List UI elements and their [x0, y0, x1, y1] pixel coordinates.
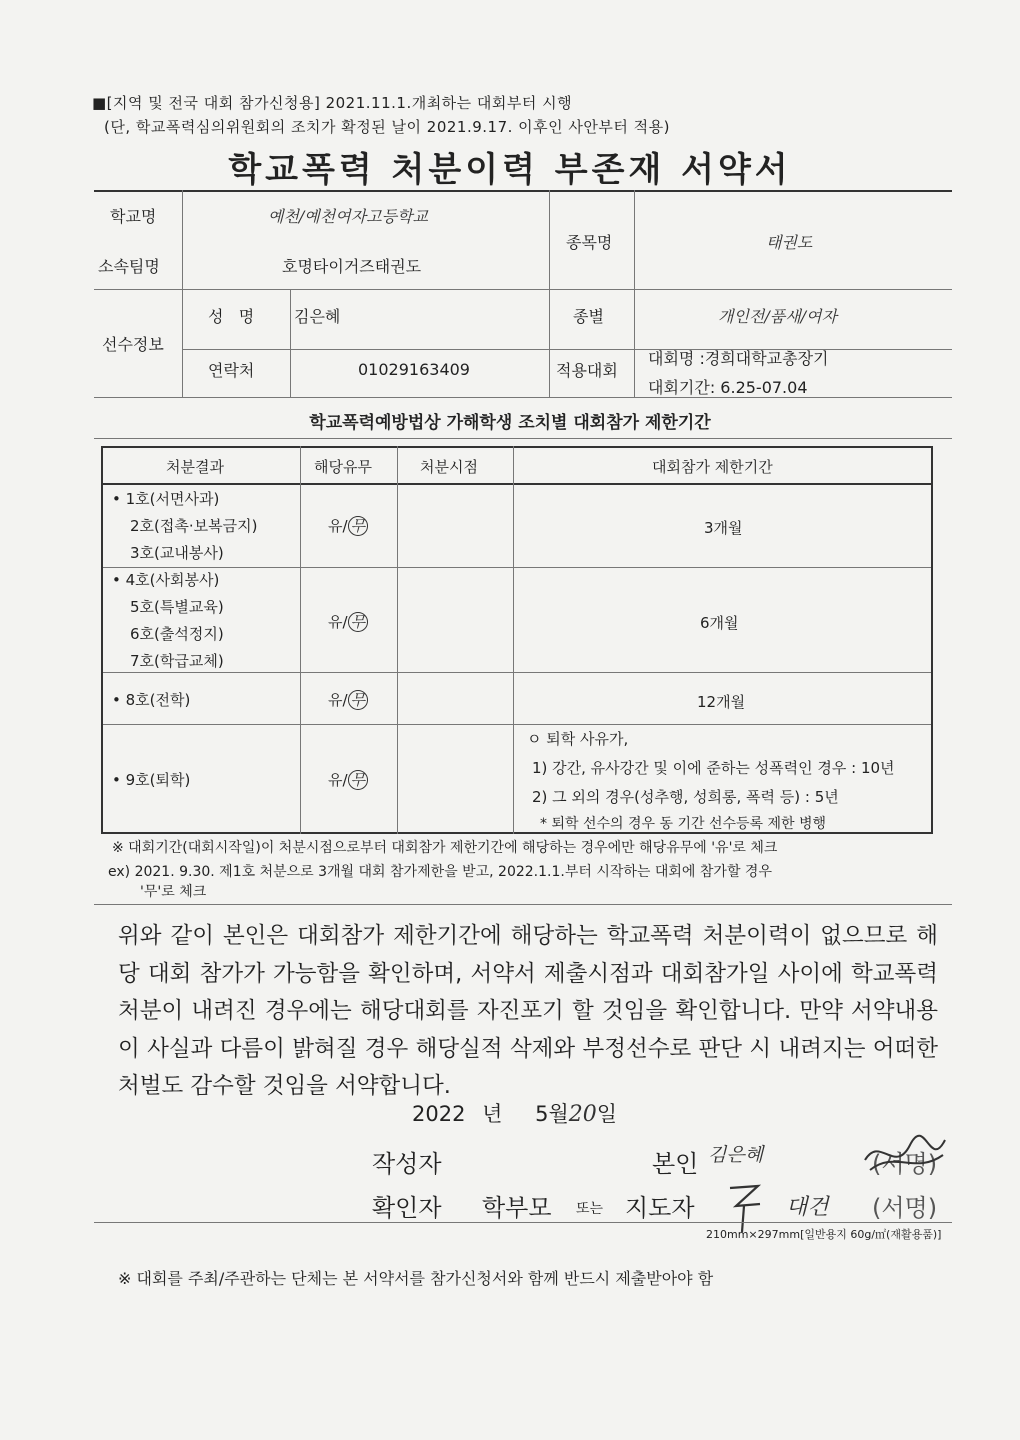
team-value: 호명타이거즈태권도: [282, 257, 422, 276]
info-top-rule: [94, 190, 952, 192]
col-header-time: 처분시점: [420, 458, 478, 476]
event-label: 적용대회: [556, 361, 618, 380]
date-day-label: 일: [596, 1102, 618, 1126]
player-info-label: 선수정보: [102, 335, 164, 354]
row3-check-mark: 무: [348, 690, 369, 710]
name-label: 성 명: [208, 307, 255, 326]
info-rule: [634, 190, 635, 398]
table-rule: [101, 446, 933, 448]
date-day: 20: [568, 1102, 597, 1127]
coach-name: 대건: [786, 1195, 829, 1220]
table-rule: [513, 446, 514, 834]
row1-item: 2호(접촉·보복금지): [130, 517, 258, 535]
table-rule: [101, 672, 933, 673]
section-title: 학교폭력예방법상 가해학생 조치별 대회참가 제한기간: [309, 413, 711, 433]
date-year-label: 년: [482, 1102, 503, 1126]
row1-period: 3개월: [704, 519, 743, 537]
notes-rule: [94, 904, 952, 905]
gender-label: 종별: [573, 307, 604, 326]
parent-label: 학부모: [482, 1194, 552, 1222]
footer-note: ※ 대회를 주최/주관하는 단체는 본 서약서를 참가신청서와 함께 반드시 제출받아야 함: [118, 1269, 714, 1288]
col-header-result: 처분결과: [166, 458, 224, 476]
paper-spec: 210mm×297mm[일반용지 60g/㎡(재활용품)]: [706, 1228, 942, 1241]
table-rule: [101, 446, 103, 834]
event-period: 대회기간: 6.25-07.04: [648, 378, 808, 397]
row2-item: • 4호(사회봉사): [112, 571, 220, 589]
row2-check: 유/ 무: [328, 611, 368, 632]
gender-value: 개인전/품새/여자: [718, 307, 837, 326]
row4-item: • 9호(퇴학): [112, 771, 191, 789]
row2-item: 6호(출석정지): [130, 625, 224, 643]
info-rule: [549, 190, 550, 398]
header-line-2: (단, 학교폭력심의위원회의 조치가 확정된 날이 2021.9.17. 이후인 사안부터 적용): [104, 118, 670, 136]
contact-label: 연락처: [208, 361, 255, 380]
row2-item: 5호(특별교육): [130, 598, 224, 616]
self-signature-scribble: [855, 1130, 950, 1180]
row1-check: 유/ 무: [328, 515, 368, 536]
confirmer-label: 확인자: [372, 1194, 442, 1222]
writer-label: 작성자: [372, 1150, 442, 1178]
row2-check-mark: 무: [348, 612, 369, 632]
coach-label: 지도자: [625, 1194, 695, 1222]
info-rule: [290, 290, 291, 398]
school-value: 예천/예천여자고등학교: [268, 207, 428, 226]
or-label: 또는: [576, 1201, 604, 1217]
row4-period-line: * 퇴학 선수의 경우 동 기간 선수등록 제한 병행: [540, 816, 827, 832]
table-rule: [101, 483, 933, 485]
row1-item: • 1호(서면사과): [112, 490, 220, 508]
self-sign-label: (서명): [872, 1150, 938, 1178]
team-label: 소속팀명: [98, 257, 160, 276]
self-label: 본인: [652, 1150, 699, 1178]
table-rule: [101, 724, 933, 725]
row4-period-line: 2) 그 외의 경우(성추행, 성희롱, 폭력 등) : 5년: [532, 788, 839, 806]
col-header-period: 대회참가 제한기간: [652, 458, 773, 476]
header-line-1: ■[지역 및 전국 대회 참가신청용] 2021.11.1.개최하는 대회부터 시행: [92, 94, 573, 112]
table-rule: [300, 446, 301, 834]
row1-item: 3호(교내봉사): [130, 544, 224, 562]
row4-period-line: 1) 강간, 유사강간 및 이에 준하는 성폭력인 경우 : 10년: [532, 759, 895, 777]
note-2: ex) 2021. 9.30. 제1호 처분으로 3개월 대회 참가제한을 받고, 2022.1.1.부터 시작하는 대회에 참가할 경우: [108, 864, 772, 880]
table-rule: [101, 567, 933, 568]
row4-check: 유/ 무: [328, 769, 368, 790]
note-2-cont: '무'로 체크: [140, 884, 207, 900]
row3-item: • 8호(전학): [112, 691, 191, 709]
info-rule: [94, 289, 952, 290]
info-rule: [182, 349, 952, 350]
row4-period-line: ㅇ 퇴학 사유가,: [527, 730, 629, 748]
self-name: 김은혜: [708, 1144, 764, 1166]
sport-value: 태권도: [766, 233, 813, 252]
row2-item: 7호(학급교체): [130, 652, 224, 670]
row3-period: 12개월: [697, 693, 746, 711]
date: [412, 1098, 617, 1128]
sport-label: 종목명: [566, 233, 613, 252]
coach-sign-label: (서명): [872, 1194, 938, 1222]
section-rule: [94, 438, 952, 439]
name-value: 김은혜: [294, 307, 341, 326]
info-rule: [182, 190, 183, 398]
info-rule: [94, 397, 952, 398]
row2-period: 6개월: [700, 614, 739, 632]
bottom-rule: [94, 1222, 952, 1223]
row1-check-mark: 무: [348, 516, 369, 536]
row4-check-mark: 무: [348, 770, 369, 790]
school-label: 학교명: [110, 207, 157, 226]
col-header-applicable: 해당유무: [314, 458, 372, 476]
table-rule: [397, 446, 398, 834]
contact-value: 01029163409: [358, 360, 470, 379]
note-1: ※ 대회기간(대회시작일)이 처분시점으로부터 대회참가 제한기간에 해당하는 경우에만 해당유무에 '유'로 체크: [112, 840, 778, 856]
date-month: 5월: [535, 1102, 569, 1126]
page-title: 학교폭력 처분이력 부존재 서약서: [228, 150, 792, 190]
date-year: 2022: [412, 1102, 466, 1126]
row3-check: 유/ 무: [328, 689, 368, 710]
pledge-text: 위와 같이 본인은 대회참가 제한기간에 해당하는 학교폭력 처분이력이 없으므로 해당 대회 참가가 가능함을 확인하며, 서약서 제출시점과 대회참가일 사이에 학교폭력 처분이 내려진 경우에는 해당대회를 자진포기 할 것임을 확인합니다. 만약 서약내용이 사실과 다름이 밝혀질 경우 해당실적 삭제와 부정선수로 판단 시 내려지는 어떠한 처벌도 감수할 것임을 서약합니다.: [118, 923, 938, 1100]
event-name: 대회명 :경희대학교총장기: [648, 349, 829, 368]
table-rule: [931, 446, 933, 834]
